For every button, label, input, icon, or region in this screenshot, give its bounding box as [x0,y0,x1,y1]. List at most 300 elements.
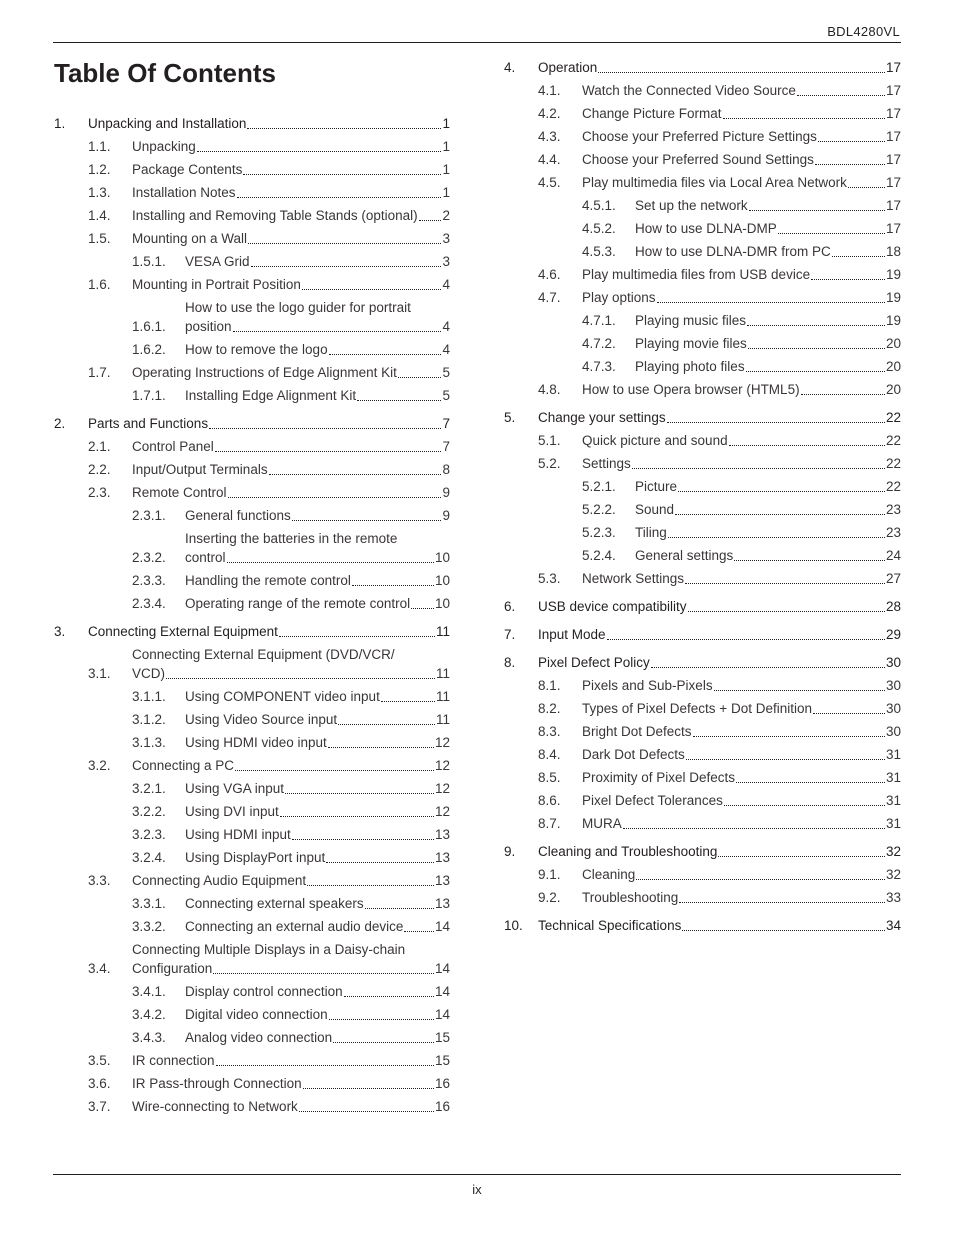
toc-entry-body [132,160,450,179]
toc-entry-level-3[interactable] [54,687,450,706]
toc-entry-number: 4.8. [538,382,561,397]
toc-entry-level-2[interactable] [54,160,450,179]
dot-leader [736,782,885,783]
toc-entry-body [582,104,901,123]
toc-entry-body [635,546,901,565]
toc-entry-title: Using COMPONENT video input [185,689,380,704]
toc-entry-title-continued: control [185,550,226,565]
toc-entry-title: Analog video connection [185,1030,333,1045]
dot-leader [285,793,434,794]
toc-entry-level-2[interactable] [504,676,901,695]
toc-entry-number: 3.2.4. [132,850,166,865]
dot-leader [292,520,442,521]
page-number: ix [472,1182,482,1197]
toc-entry-level-1[interactable] [54,114,450,133]
toc-entry-title-continued: Configuration [132,961,213,976]
toc-entry-page: 13 [434,873,450,888]
toc-entry-level-2[interactable] [504,104,901,123]
toc-entry-level-2[interactable] [504,127,901,146]
toc-entry-page: 14 [434,1007,450,1022]
toc-entry-level-1[interactable] [504,597,901,616]
toc-entry-level-3[interactable] [54,386,450,405]
toc-entry-number: 4.7.1. [582,313,616,328]
toc-entry-body [132,275,450,294]
toc-entry-number: 4.1. [538,83,561,98]
toc-entry-body [132,183,450,202]
toc-entry-page: 3 [442,231,450,246]
dot-leader [848,187,885,188]
toc-entry-body [635,196,901,215]
page-title: Table Of Contents [54,58,276,88]
dot-leader [723,118,885,119]
toc-entry-page: 22 [885,410,901,425]
toc-entry-page: 4 [442,342,450,357]
dot-leader [778,233,885,234]
dot-leader [607,639,885,640]
toc-entry-body [582,454,901,473]
toc-entry-body [185,252,450,271]
toc-entry-title: How to use DLNA-DMP [635,221,777,236]
toc-entry-level-2[interactable] [54,206,450,225]
toc-entry-page: 1 [442,162,450,177]
toc-entry-number: 9.1. [538,867,561,882]
toc-entry-page: 17 [885,129,901,144]
toc-entry-title: Operating range of the remote control [185,596,411,611]
toc-entry-title: IR Pass-through Connection [132,1076,302,1091]
toc-entry-level-1[interactable] [504,625,901,644]
toc-entry-title: Input/Output Terminals [132,462,268,477]
toc-entry-level-2[interactable] [504,865,901,884]
toc-entry-level-2[interactable] [54,645,450,683]
toc-entry-number: 4.7.3. [582,359,616,374]
toc-entry-title: Handling the remote control [185,573,351,588]
toc-entry-page: 20 [885,382,901,397]
toc-entry-body [582,150,901,169]
toc-entry-title: Bright Dot Defects [582,724,692,739]
dot-leader [675,514,885,515]
toc-entry-title: Using Video Source input [185,712,338,727]
toc-entry-page: 3 [442,254,450,269]
dot-leader [832,256,885,257]
toc-entry-level-1[interactable] [504,653,901,672]
toc-entry-number: 4.4. [538,152,561,167]
toc-entry-level-2[interactable] [504,288,901,307]
toc-entry-level-3[interactable] [54,733,450,752]
dot-leader [228,497,442,498]
toc-entry-page: 30 [885,701,901,716]
toc-entry-level-2[interactable] [504,265,901,284]
toc-entry-level-3[interactable] [504,311,901,330]
toc-entry-number: 4. [504,60,516,75]
toc-entry-title: MURA [582,816,622,831]
toc-entry-number: 3.3.2. [132,919,166,934]
toc-entry-page: 1 [442,116,450,131]
toc-entry-number: 3.2. [88,758,111,773]
dot-leader [815,164,885,165]
toc-entry-title: Quick picture and sound [582,433,728,448]
toc-entry-title: Pixel Defect Tolerances [582,793,723,808]
toc-entry-body [582,865,901,884]
toc-entry-title: How to use Opera browser (HTML5) [582,382,800,397]
toc-entry-page: 27 [885,571,901,586]
toc-entry-body [132,483,450,502]
dot-leader [747,325,885,326]
dot-leader [598,72,885,73]
toc-entry-page: 22 [885,479,901,494]
toc-entry-level-2[interactable] [54,1051,450,1070]
toc-column-right [504,58,901,939]
toc-entry-title: Using HDMI video input [185,735,327,750]
toc-entry-body [582,173,901,192]
toc-entry-level-2[interactable] [54,460,450,479]
toc-entry-level-3[interactable] [504,334,901,353]
toc-entry-number: 3.4.3. [132,1030,166,1045]
toc-entry-title: Playing music files [635,313,747,328]
toc-entry-level-3[interactable] [504,500,901,519]
toc-entry-title: Wire-connecting to Network [132,1099,298,1114]
toc-entry-level-2[interactable] [504,569,901,588]
toc-entry-body [582,699,901,718]
dot-leader [352,585,434,586]
dot-leader [685,583,885,584]
toc-entry-level-3[interactable] [504,242,901,261]
toc-entry-title: Mounting in Portrait Position [132,277,301,292]
toc-entry-level-1[interactable] [54,414,450,433]
toc-entry-body [185,848,450,867]
toc-entry-number: 2.3.3. [132,573,166,588]
toc-entry-number: 1.6.2. [132,342,166,357]
toc-entry-level-3[interactable] [54,594,450,613]
toc-entry-page: 14 [434,961,450,976]
toc-entry-page: 12 [434,781,450,796]
toc-entry-level-3[interactable] [54,1005,450,1024]
toc-entry-level-3[interactable] [54,1028,450,1047]
toc-entry-level-1[interactable] [504,58,901,77]
toc-entry-title: How to use DLNA-DMR from PC [635,244,831,259]
toc-entry-page: 13 [434,827,450,842]
dot-leader [797,95,885,96]
toc-entry-level-2[interactable] [504,454,901,473]
toc-entry-title: Digital video connection [185,1007,328,1022]
toc-entry-body [582,814,901,833]
toc-entry-level-3[interactable] [54,710,450,729]
toc-entry-level-3[interactable] [54,982,450,1001]
toc-entry-number: 4.3. [538,129,561,144]
toc-entry-level-3[interactable] [54,917,450,936]
toc-entry-level-2[interactable] [504,814,901,833]
toc-entry-title: Connecting an external audio device [185,919,404,934]
toc-entry-body [582,288,901,307]
toc-entry-number: 1.7. [88,365,111,380]
toc-entry-title: Mounting on a Wall [132,231,248,246]
toc-entry-body [185,386,450,405]
toc-entry-number: 1.5.1. [132,254,166,269]
toc-entry-level-2[interactable] [54,137,450,156]
toc-entry-level-3[interactable] [54,571,450,590]
dot-leader [718,856,885,857]
toc-entry-number: 4.7. [538,290,561,305]
dot-leader [243,174,441,175]
toc-entry-page: 14 [434,919,450,934]
dot-leader [215,451,442,452]
toc-entry-title: Pixel Defect Policy [538,655,650,670]
toc-entry-body [132,1074,450,1093]
toc-entry-level-2[interactable] [504,791,901,810]
toc-entry-title-continued: position [185,319,232,334]
toc-entry-level-3[interactable] [54,848,450,867]
toc-entry-body [132,940,450,978]
toc-entry-body [132,363,450,382]
toc-entry-level-2[interactable] [504,768,901,787]
toc-entry-body [635,477,901,496]
toc-entry-level-3[interactable] [54,298,450,336]
toc-entry-page: 7 [442,416,450,431]
toc-entry-level-3[interactable] [54,340,450,359]
toc-entry-number: 5.2.2. [582,502,616,517]
toc-entry-page: 24 [885,548,901,563]
toc-entry-page: 17 [885,152,901,167]
toc-entry-body [132,871,450,890]
toc-entry-page: 15 [434,1030,450,1045]
toc-entry-level-1[interactable] [504,842,901,861]
toc-entry-level-2[interactable] [504,431,901,450]
toc-entry-number: 6. [504,599,516,614]
toc-entry-title: Playing photo files [635,359,745,374]
toc-entry-page: 31 [885,770,901,785]
toc-entry-number: 3.4.2. [132,1007,166,1022]
toc-entry-page: 20 [885,336,901,351]
toc-entry-body [635,357,901,376]
dot-leader [227,562,434,563]
toc-entry-number: 9. [504,844,516,859]
toc-entry-number: 3.1.2. [132,712,166,727]
toc-entry-page: 17 [885,83,901,98]
toc-entry-page: 29 [885,627,901,642]
toc-entry-page: 11 [435,689,450,704]
dot-leader [216,1065,434,1066]
toc-entry-page: 7 [442,439,450,454]
toc-entry-number: 2.3.1. [132,508,166,523]
toc-entry-level-2[interactable] [54,229,450,248]
toc-entry-number: 8.6. [538,793,561,808]
toc-entry-level-2[interactable] [54,871,450,890]
toc-entry-body [185,506,450,525]
toc-entry-page: 10 [434,550,450,565]
toc-entry-level-2[interactable] [504,380,901,399]
toc-entry-title: Inserting the batteries in the remote [185,531,398,546]
toc-entry-level-3[interactable] [54,802,450,821]
toc-entry-number: 5.2. [538,456,561,471]
toc-entry-number: 3.5. [88,1053,111,1068]
toc-entry-level-2[interactable] [504,150,901,169]
toc-entry-page: 11 [435,712,450,727]
toc-entry-level-3[interactable] [504,196,901,215]
toc-entry-title: Package Contents [132,162,243,177]
toc-entry-title: Pixels and Sub-Pixels [582,678,713,693]
dot-leader [344,996,434,997]
toc-entry-number: 1.4. [88,208,111,223]
toc-entry-level-2[interactable] [54,1074,450,1093]
toc-entry-level-3[interactable] [54,252,450,271]
toc-entry-level-2[interactable] [54,183,450,202]
dot-leader [632,468,885,469]
toc-entry-page: 13 [434,850,450,865]
toc-entry-title: Connecting a PC [132,758,235,773]
toc-entry-body [635,500,901,519]
toc-entry-page: 9 [442,508,450,523]
dot-leader [209,428,441,429]
toc-entry-level-2[interactable] [504,722,901,741]
toc-entry-level-3[interactable] [504,546,901,565]
toc-entry-title: How to remove the logo [185,342,328,357]
dot-leader [237,197,442,198]
toc-entry-body [582,569,901,588]
toc-entry-title: Using VGA input [185,781,285,796]
toc-entry-number: 3.4. [88,961,111,976]
toc-entry-body [185,779,450,798]
toc-entry-level-3[interactable] [54,529,450,567]
document-model-number: BDL4280VL [827,24,900,39]
dot-leader [682,930,885,931]
toc-entry-title: Unpacking and Installation [88,116,247,131]
toc-entry-page: 34 [885,918,901,933]
dot-leader [292,839,434,840]
dot-leader [280,816,434,817]
toc-entry-level-2[interactable] [54,363,450,382]
toc-entry-title: Input Mode [538,627,606,642]
toc-entry-title: Types of Pixel Defects + Dot Definition [582,701,812,716]
toc-entry-page: 19 [885,267,901,282]
toc-entry-title: Playing movie files [635,336,747,351]
toc-entry-body [538,916,901,935]
toc-entry-number: 8.7. [538,816,561,831]
toc-entry-number: 3.1. [88,666,111,681]
toc-entry-level-3[interactable] [54,825,450,844]
toc-entry-number: 8.3. [538,724,561,739]
dot-leader [166,678,435,679]
toc-entry-level-2[interactable] [504,699,901,718]
toc-entry-page: 17 [885,198,901,213]
toc-entry-number: 8. [504,655,516,670]
dot-leader [247,128,441,129]
dot-leader [279,636,435,637]
toc-entry-body [538,653,901,672]
toc-entry-page: 12 [434,735,450,750]
toc-entry-level-1[interactable] [504,408,901,427]
toc-entry-page: 30 [885,678,901,693]
toc-entry-level-3[interactable] [504,219,901,238]
toc-entry-level-2[interactable] [54,483,450,502]
toc-entry-body [538,625,901,644]
toc-entry-body [88,114,450,133]
dot-leader [678,491,885,492]
toc-entry-title: Troubleshooting [582,890,679,905]
toc-entry-level-2[interactable] [54,1097,450,1116]
toc-entry-level-2[interactable] [504,888,901,907]
toc-entry-body [538,842,901,861]
toc-entry-number: 5.2.4. [582,548,616,563]
toc-entry-level-3[interactable] [54,506,450,525]
toc-entry-number: 3.1.1. [132,689,166,704]
toc-entry-number: 2. [54,416,66,431]
toc-entry-body [582,888,901,907]
toc-entry-level-2[interactable] [504,745,901,764]
toc-entry-title: How to use the logo guider for portrait [185,300,411,315]
toc-entry-title: Play multimedia files from USB device [582,267,811,282]
toc-entry-body [538,58,901,77]
toc-entry-page: 17 [885,221,901,236]
toc-entry-number: 2.3.4. [132,596,166,611]
toc-entry-page: 30 [885,655,901,670]
toc-entry-title: Control Panel [132,439,214,454]
toc-entry-number: 4.5.3. [582,244,616,259]
toc-entry-number: 3.3.1. [132,896,166,911]
toc-entry-number: 10. [504,918,523,933]
toc-entry-number: 1.7.1. [132,388,166,403]
toc-entry-body [582,127,901,146]
toc-entry-level-1[interactable] [54,622,450,641]
toc-entry-body [88,622,450,641]
toc-entry-page: 1 [442,139,450,154]
toc-entry-number: 1.6.1. [132,319,166,334]
toc-entry-title: USB device compatibility [538,599,687,614]
toc-entry-level-3[interactable] [504,523,901,542]
toc-entry-number: 3.6. [88,1076,111,1091]
toc-entry-title: Play options [582,290,656,305]
toc-entry-level-3[interactable] [504,477,901,496]
toc-entry-level-2[interactable] [504,173,901,192]
toc-entry-title: Cleaning and Troubleshooting [538,844,718,859]
dot-leader [365,908,434,909]
toc-entry-level-2[interactable] [504,81,901,100]
toc-entry-page: 16 [434,1076,450,1091]
toc-entry-page: 22 [885,456,901,471]
toc-entry-body [582,768,901,787]
dot-leader [251,266,442,267]
toc-entry-title: Display control connection [185,984,343,999]
toc-entry-level-2[interactable] [54,275,450,294]
toc-entry-body [582,265,901,284]
toc-entry-page: 15 [434,1053,450,1068]
toc-entry-page: 4 [442,319,450,334]
toc-entry-level-2[interactable] [54,756,450,775]
toc-entry-number: 4.5. [538,175,561,190]
toc-entry-title: Proximity of Pixel Defects [582,770,736,785]
dot-leader [724,805,885,806]
toc-entry-body [185,298,450,336]
dot-leader [693,736,885,737]
toc-entry-title: Watch the Connected Video Source [582,83,796,98]
toc-entry-level-3[interactable] [54,894,450,913]
toc-entry-level-3[interactable] [504,357,901,376]
toc-entry-title: Technical Specifications [538,918,682,933]
dot-leader [667,422,885,423]
toc-entry-title: Operation [538,60,598,75]
toc-entry-title: Installation Notes [132,185,236,200]
toc-entry-level-2[interactable] [54,437,450,456]
dot-leader [329,1019,434,1020]
toc-entry-body [185,1028,450,1047]
toc-entry-level-1[interactable] [504,916,901,935]
dot-leader [197,151,442,152]
toc-entry-title: VESA Grid [185,254,250,269]
toc-entry-body [185,340,450,359]
toc-entry-page: 32 [885,867,901,882]
toc-entry-page: 17 [885,106,901,121]
toc-entry-level-2[interactable] [54,940,450,978]
toc-entry-number: 1. [54,116,66,131]
toc-entry-level-3[interactable] [54,779,450,798]
